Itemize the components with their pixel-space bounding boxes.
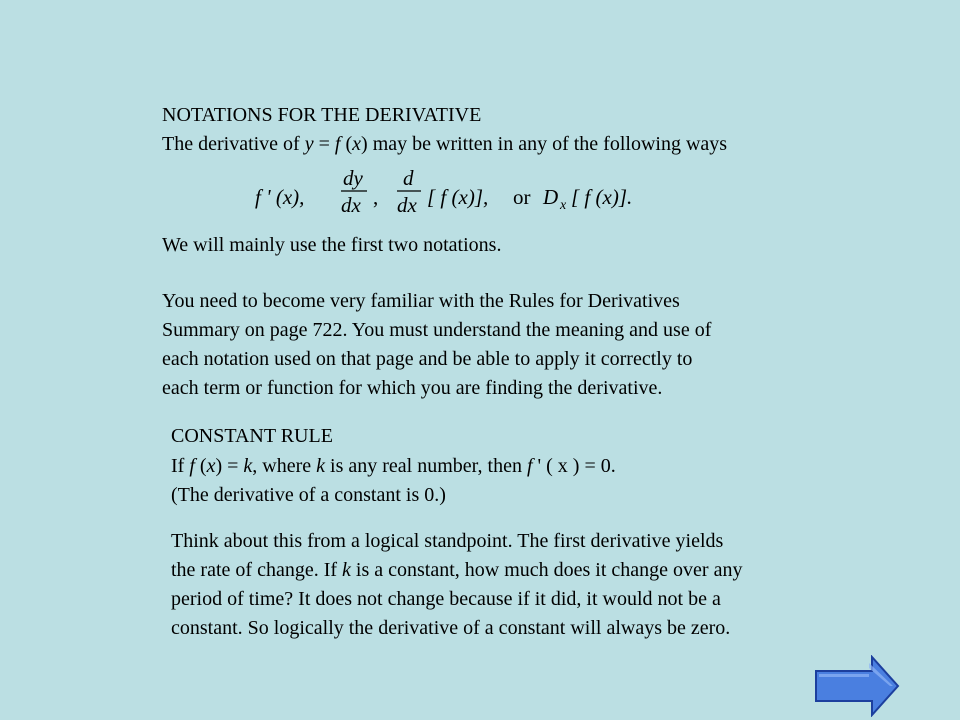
constant-rule-note: (The derivative of a constant is 0.) [171, 484, 446, 506]
intro-text-start: The derivative of [162, 133, 305, 155]
constant-rule-heading: CONSTANT RULE [171, 425, 333, 447]
think-line: Think about this from a logical standpoint. The first derivative yields [171, 530, 724, 552]
rule-where: , where [252, 455, 317, 477]
notation-dx-2: dx [397, 193, 417, 217]
next-arrow-button[interactable] [814, 655, 900, 717]
notation-note: We will mainly use the first two notations. [162, 234, 502, 256]
notation-dx: dx [341, 193, 361, 217]
think-line [171, 556, 742, 585]
rule-paren-open: ( [194, 455, 207, 477]
notation-dy: dy [343, 168, 363, 190]
familiar-line: Summary on page 722. You must understand the meaning and use of [162, 319, 712, 341]
intro-paren-open: ( [340, 133, 353, 155]
think-line2-start: the rate of change. If [171, 559, 343, 581]
think-line2-end: is a constant, how much does it change over any [350, 559, 743, 581]
familiar-line: each notation used on that page and be able to apply it correctly to [162, 348, 693, 370]
rule-var-x: x [206, 455, 216, 477]
familiar-paragraph [162, 287, 711, 403]
notation-or: or [513, 185, 531, 209]
rule-var-fprime: f [526, 455, 533, 477]
notation-D: D [543, 185, 559, 209]
notation-comma: , [373, 185, 379, 209]
think-line: period of time? It does not change because if it did, it would not be a [171, 588, 721, 610]
think-paragraph [171, 527, 742, 643]
rule-var-k: k [243, 455, 253, 477]
notation-fprime: f ' (x), [255, 185, 305, 209]
think-line: constant. So logically the derivative of a constant will always be zero. [171, 617, 731, 639]
intro-equals: = [313, 133, 335, 155]
familiar-line: You need to become very familiar with the Rules for Derivatives [162, 290, 680, 312]
intro-paren-close: ) [361, 133, 368, 155]
notation-formula [255, 168, 665, 218]
intro-text-end: may be written in any of the following ways [367, 133, 728, 155]
constant-rule-statement [171, 452, 616, 481]
right-arrow-icon[interactable] [816, 657, 898, 715]
intro-var-x: x [352, 133, 362, 155]
notations-heading: NOTATIONS FOR THE DERIVATIVE [162, 104, 482, 126]
notation-sub-x: x [560, 198, 567, 213]
notation-bracket-fx: [ f (x)], [427, 185, 489, 209]
rule-paren-close: ) = [215, 455, 244, 477]
rule-var-k2: k [316, 455, 326, 477]
rule-fprime-end: ' ( x ) = 0. [532, 455, 616, 477]
intro-var-y: y [304, 133, 314, 155]
notation-d: d [403, 168, 414, 190]
notation-D-bracket-fx: [ f (x)]. [571, 185, 633, 209]
rule-if: If [171, 455, 190, 477]
familiar-line: each term or function for which you are finding the derivative. [162, 377, 663, 399]
rule-rest: is any real number, then [325, 455, 527, 477]
intro-var-f: f [334, 133, 341, 155]
notations-intro [162, 130, 727, 159]
rule-var-f: f [189, 455, 195, 477]
think-var-k: k [342, 559, 351, 581]
